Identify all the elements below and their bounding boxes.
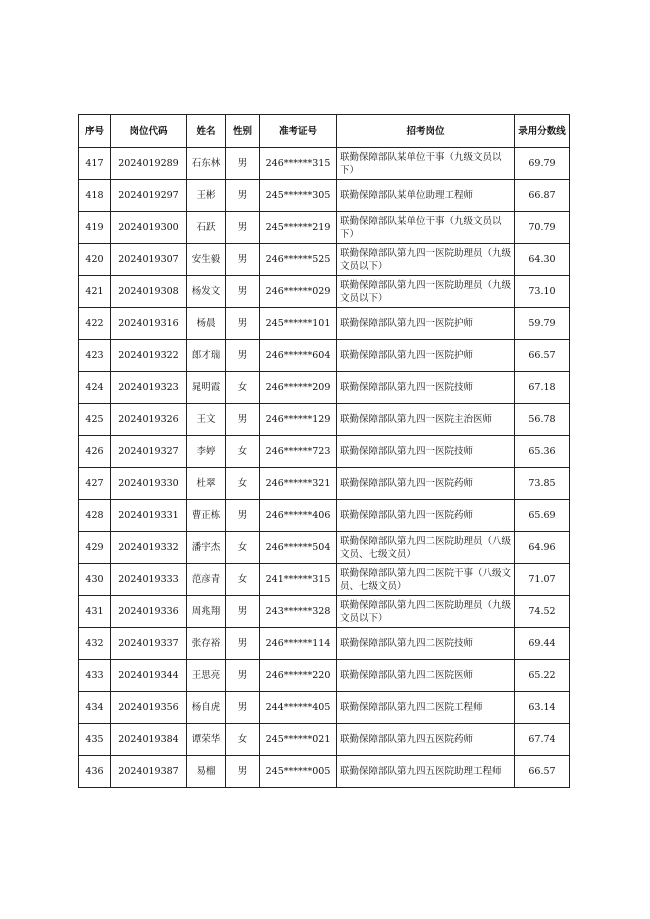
score-cell: 64.30 bbox=[515, 244, 570, 276]
gender-cell: 女 bbox=[226, 532, 260, 564]
post-cell: 联勤保障部队第九四一医院护师 bbox=[337, 308, 515, 340]
exam-number-cell: 245******305 bbox=[260, 180, 337, 212]
table-row bbox=[79, 212, 570, 244]
seq-cell: 417 bbox=[79, 148, 111, 180]
post-code-cell: 2024019356 bbox=[111, 692, 187, 724]
exam-number-cell: 246******504 bbox=[260, 532, 337, 564]
post-cell: 联勤保障部队第九四五医院药师 bbox=[337, 724, 515, 756]
header-name: 姓名 bbox=[187, 115, 226, 148]
seq-cell: 434 bbox=[79, 692, 111, 724]
gender-cell: 男 bbox=[226, 628, 260, 660]
score-cell: 63.14 bbox=[515, 692, 570, 724]
exam-number-cell: 244******405 bbox=[260, 692, 337, 724]
header-post-code: 岗位代码 bbox=[111, 115, 187, 148]
header-gender: 性别 bbox=[226, 115, 260, 148]
name-cell: 杨发文 bbox=[187, 276, 226, 308]
table-row bbox=[79, 724, 570, 756]
table-row bbox=[79, 340, 570, 372]
seq-cell: 423 bbox=[79, 340, 111, 372]
exam-number-cell: 243******328 bbox=[260, 596, 337, 628]
table-row bbox=[79, 532, 570, 564]
exam-number-cell: 245******219 bbox=[260, 212, 337, 244]
table-row bbox=[79, 660, 570, 692]
post-code-cell: 2024019337 bbox=[111, 628, 187, 660]
name-cell: 王文 bbox=[187, 404, 226, 436]
score-cell: 74.52 bbox=[515, 596, 570, 628]
table-row bbox=[79, 436, 570, 468]
table-row bbox=[79, 596, 570, 628]
exam-number-cell: 246******321 bbox=[260, 468, 337, 500]
post-code-cell: 2024019307 bbox=[111, 244, 187, 276]
seq-cell: 427 bbox=[79, 468, 111, 500]
post-cell: 联勤保障部队某单位干事（九级文员以下） bbox=[337, 148, 515, 180]
name-cell: 杜翠 bbox=[187, 468, 226, 500]
post-code-cell: 2024019289 bbox=[111, 148, 187, 180]
gender-cell: 男 bbox=[226, 180, 260, 212]
post-code-cell: 2024019332 bbox=[111, 532, 187, 564]
exam-number-cell: 245******005 bbox=[260, 756, 337, 788]
score-cell: 66.57 bbox=[515, 340, 570, 372]
seq-cell: 432 bbox=[79, 628, 111, 660]
name-cell: 易榴 bbox=[187, 756, 226, 788]
post-cell: 联勤保障部队第九四二医院助理员（九级文员以下） bbox=[337, 596, 515, 628]
name-cell: 李婷 bbox=[187, 436, 226, 468]
name-cell: 石跃 bbox=[187, 212, 226, 244]
post-cell: 联勤保障部队第九四一医院主治医师 bbox=[337, 404, 515, 436]
score-cell: 67.74 bbox=[515, 724, 570, 756]
seq-cell: 418 bbox=[79, 180, 111, 212]
post-cell: 联勤保障部队第九四五医院助理工程师 bbox=[337, 756, 515, 788]
score-cell: 73.10 bbox=[515, 276, 570, 308]
post-code-cell: 2024019384 bbox=[111, 724, 187, 756]
score-cell: 66.57 bbox=[515, 756, 570, 788]
name-cell: 谭荣华 bbox=[187, 724, 226, 756]
name-cell: 安生毅 bbox=[187, 244, 226, 276]
results-table bbox=[78, 114, 570, 788]
name-cell: 周兆翔 bbox=[187, 596, 226, 628]
gender-cell: 男 bbox=[226, 276, 260, 308]
score-cell: 71.07 bbox=[515, 564, 570, 596]
gender-cell: 女 bbox=[226, 436, 260, 468]
table-row bbox=[79, 148, 570, 180]
name-cell: 潘宇杰 bbox=[187, 532, 226, 564]
post-code-cell: 2024019323 bbox=[111, 372, 187, 404]
header-row bbox=[79, 115, 570, 148]
post-code-cell: 2024019336 bbox=[111, 596, 187, 628]
seq-cell: 429 bbox=[79, 532, 111, 564]
post-code-cell: 2024019331 bbox=[111, 500, 187, 532]
post-cell: 联勤保障部队第九四一医院助理员（九级文员以下） bbox=[337, 276, 515, 308]
score-cell: 66.87 bbox=[515, 180, 570, 212]
exam-number-cell: 245******021 bbox=[260, 724, 337, 756]
post-cell: 联勤保障部队某单位干事（九级文员以下） bbox=[337, 212, 515, 244]
seq-cell: 433 bbox=[79, 660, 111, 692]
post-code-cell: 2024019327 bbox=[111, 436, 187, 468]
post-cell: 联勤保障部队第九四二医院工程师 bbox=[337, 692, 515, 724]
post-code-cell: 2024019344 bbox=[111, 660, 187, 692]
score-cell: 65.22 bbox=[515, 660, 570, 692]
gender-cell: 男 bbox=[226, 500, 260, 532]
score-cell: 59.79 bbox=[515, 308, 570, 340]
post-code-cell: 2024019387 bbox=[111, 756, 187, 788]
seq-cell: 426 bbox=[79, 436, 111, 468]
gender-cell: 女 bbox=[226, 372, 260, 404]
name-cell: 王思亮 bbox=[187, 660, 226, 692]
name-cell: 王彬 bbox=[187, 180, 226, 212]
seq-cell: 430 bbox=[79, 564, 111, 596]
exam-number-cell: 246******029 bbox=[260, 276, 337, 308]
header-score-line: 录用分数线 bbox=[515, 115, 570, 148]
score-cell: 73.85 bbox=[515, 468, 570, 500]
post-cell: 联勤保障部队第九四一医院技师 bbox=[337, 372, 515, 404]
gender-cell: 男 bbox=[226, 692, 260, 724]
gender-cell: 男 bbox=[226, 660, 260, 692]
score-cell: 69.79 bbox=[515, 148, 570, 180]
table-row bbox=[79, 276, 570, 308]
name-cell: 张存裕 bbox=[187, 628, 226, 660]
header-seq: 序号 bbox=[79, 115, 111, 148]
post-code-cell: 2024019300 bbox=[111, 212, 187, 244]
gender-cell: 男 bbox=[226, 212, 260, 244]
gender-cell: 男 bbox=[226, 596, 260, 628]
exam-number-cell: 246******604 bbox=[260, 340, 337, 372]
exam-number-cell: 245******101 bbox=[260, 308, 337, 340]
name-cell: 石东林 bbox=[187, 148, 226, 180]
table-row bbox=[79, 308, 570, 340]
table-row bbox=[79, 564, 570, 596]
table-row bbox=[79, 372, 570, 404]
gender-cell: 女 bbox=[226, 724, 260, 756]
gender-cell: 男 bbox=[226, 244, 260, 276]
score-cell: 65.36 bbox=[515, 436, 570, 468]
table-row bbox=[79, 244, 570, 276]
gender-cell: 男 bbox=[226, 148, 260, 180]
post-code-cell: 2024019316 bbox=[111, 308, 187, 340]
seq-cell: 419 bbox=[79, 212, 111, 244]
table-row bbox=[79, 756, 570, 788]
post-code-cell: 2024019333 bbox=[111, 564, 187, 596]
name-cell: 曹正栋 bbox=[187, 500, 226, 532]
gender-cell: 女 bbox=[226, 468, 260, 500]
exam-number-cell: 241******315 bbox=[260, 564, 337, 596]
table-row bbox=[79, 628, 570, 660]
seq-cell: 436 bbox=[79, 756, 111, 788]
post-code-cell: 2024019308 bbox=[111, 276, 187, 308]
seq-cell: 428 bbox=[79, 500, 111, 532]
post-cell: 联勤保障部队第九四二医院助理员（八级文员、七级文员） bbox=[337, 532, 515, 564]
header-exam-number: 准考证号 bbox=[260, 115, 337, 148]
seq-cell: 422 bbox=[79, 308, 111, 340]
score-cell: 64.96 bbox=[515, 532, 570, 564]
score-cell: 70.79 bbox=[515, 212, 570, 244]
post-code-cell: 2024019326 bbox=[111, 404, 187, 436]
exam-number-cell: 246******209 bbox=[260, 372, 337, 404]
name-cell: 杨晨 bbox=[187, 308, 226, 340]
gender-cell: 男 bbox=[226, 340, 260, 372]
table-row bbox=[79, 180, 570, 212]
post-cell: 联勤保障部队第九四二医院医师 bbox=[337, 660, 515, 692]
score-cell: 69.44 bbox=[515, 628, 570, 660]
post-code-cell: 2024019297 bbox=[111, 180, 187, 212]
post-cell: 联勤保障部队第九四一医院技师 bbox=[337, 436, 515, 468]
post-cell: 联勤保障部队第九四一医院护师 bbox=[337, 340, 515, 372]
name-cell: 晁明霞 bbox=[187, 372, 226, 404]
gender-cell: 女 bbox=[226, 564, 260, 596]
header-post: 招考岗位 bbox=[337, 115, 515, 148]
name-cell: 杨自虎 bbox=[187, 692, 226, 724]
score-cell: 65.69 bbox=[515, 500, 570, 532]
gender-cell: 男 bbox=[226, 308, 260, 340]
post-cell: 联勤保障部队第九四一医院药师 bbox=[337, 468, 515, 500]
table-row bbox=[79, 404, 570, 436]
exam-number-cell: 246******315 bbox=[260, 148, 337, 180]
seq-cell: 435 bbox=[79, 724, 111, 756]
gender-cell: 男 bbox=[226, 404, 260, 436]
table-body bbox=[79, 148, 570, 788]
name-cell: 范彦青 bbox=[187, 564, 226, 596]
exam-number-cell: 246******525 bbox=[260, 244, 337, 276]
exam-number-cell: 246******220 bbox=[260, 660, 337, 692]
seq-cell: 425 bbox=[79, 404, 111, 436]
table-row bbox=[79, 692, 570, 724]
post-cell: 联勤保障部队第九四二医院技师 bbox=[337, 628, 515, 660]
name-cell: 郎才瑞 bbox=[187, 340, 226, 372]
post-cell: 联勤保障部队某单位助理工程师 bbox=[337, 180, 515, 212]
table-row bbox=[79, 468, 570, 500]
score-cell: 56.78 bbox=[515, 404, 570, 436]
post-cell: 联勤保障部队第九四一医院药师 bbox=[337, 500, 515, 532]
exam-number-cell: 246******406 bbox=[260, 500, 337, 532]
exam-number-cell: 246******129 bbox=[260, 404, 337, 436]
seq-cell: 431 bbox=[79, 596, 111, 628]
seq-cell: 421 bbox=[79, 276, 111, 308]
exam-number-cell: 246******723 bbox=[260, 436, 337, 468]
post-code-cell: 2024019322 bbox=[111, 340, 187, 372]
post-cell: 联勤保障部队第九四一医院助理员（九级文员以下） bbox=[337, 244, 515, 276]
seq-cell: 424 bbox=[79, 372, 111, 404]
table-row bbox=[79, 500, 570, 532]
score-cell: 67.18 bbox=[515, 372, 570, 404]
gender-cell: 男 bbox=[226, 756, 260, 788]
post-code-cell: 2024019330 bbox=[111, 468, 187, 500]
post-cell: 联勤保障部队第九四二医院干事（八级文员、七级文员） bbox=[337, 564, 515, 596]
exam-number-cell: 246******114 bbox=[260, 628, 337, 660]
seq-cell: 420 bbox=[79, 244, 111, 276]
